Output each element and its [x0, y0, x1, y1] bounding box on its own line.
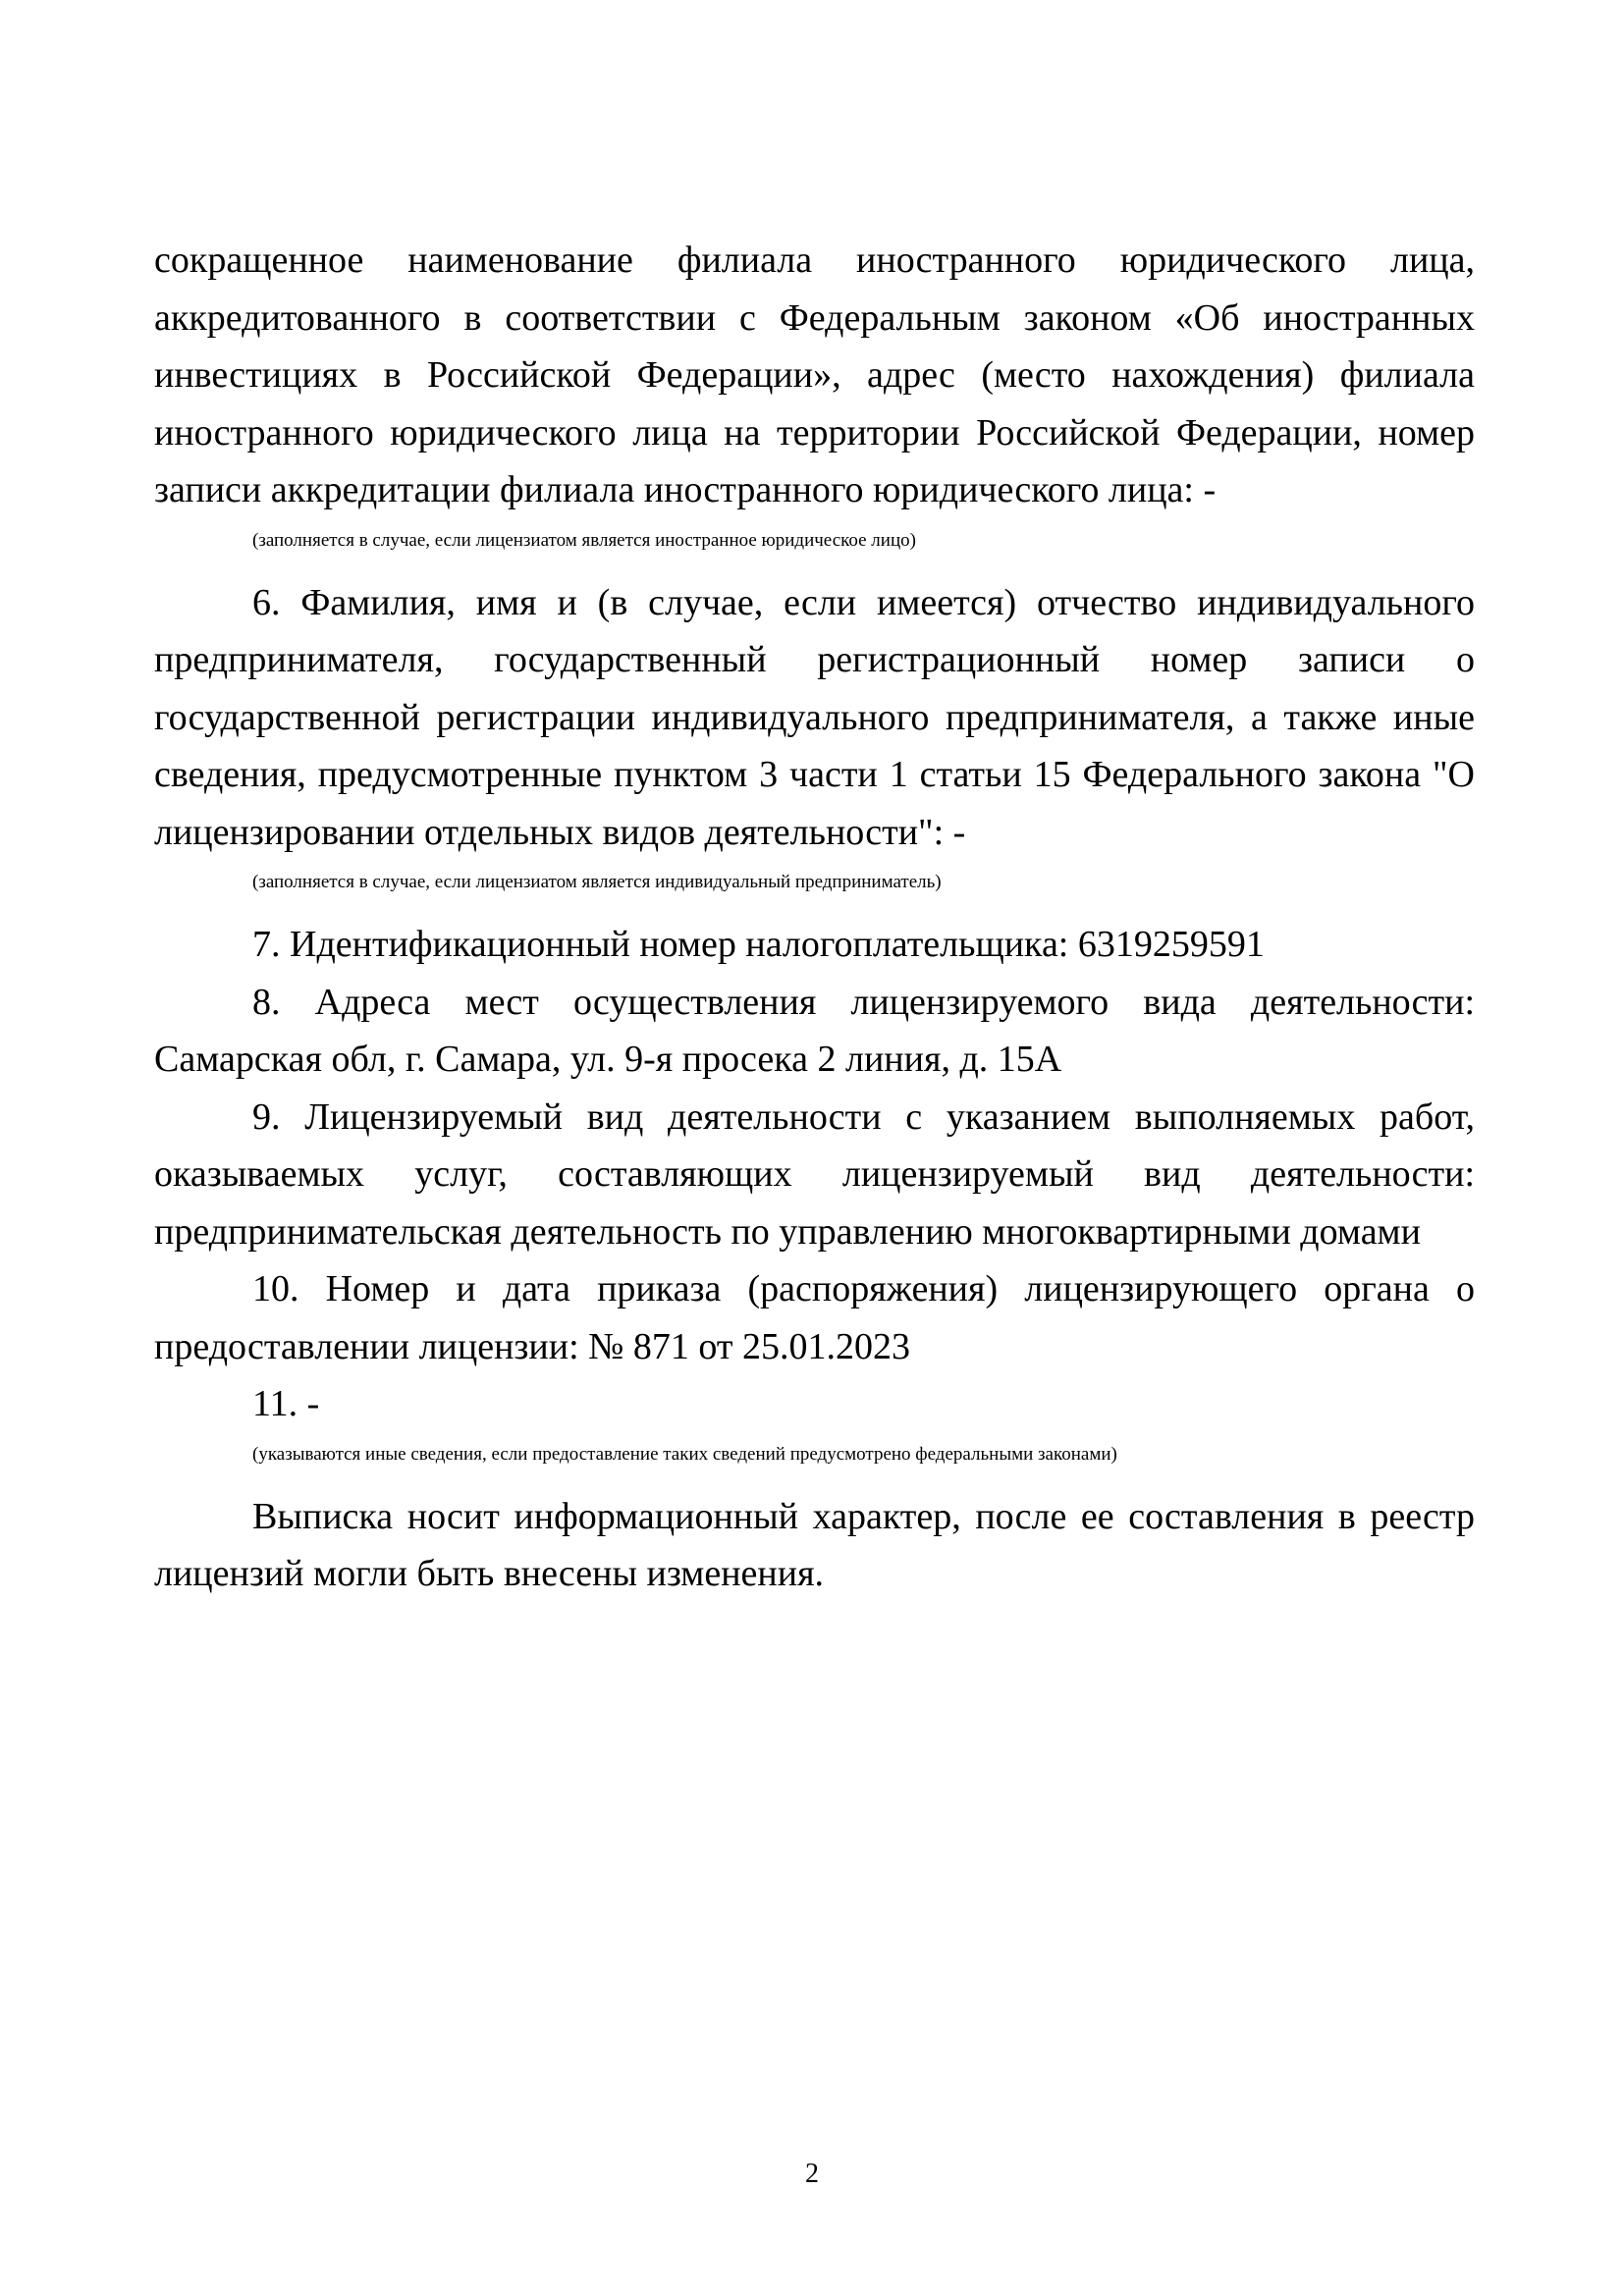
paragraph-6-individual-entrepreneur: 6. Фамилия, имя и (в случае, если имеется) отчество индивидуального предпринимателя, государственный регистрационный номер записи о государственной регистрации индивидуального предпринимателя, а также иные сведения, предусмотренные пунктом 3 части 1 статьи 15 Федерального закона "О лицензировании отдельных видов деятельности": - [154, 581, 1475, 853]
closing-statement: Выписка носит информационный характер, после ее составления в реестр лицензий могли быть внесены изменения. [154, 1495, 1475, 1594]
paragraph-7-inn: 7. Идентификационный номер налогоплательщика: 6319259591 [252, 924, 1265, 965]
note-foreign-legal-entity: (заполняется в случае, если лицензиатом является иностранное юридическое лицо) [252, 529, 916, 551]
page-number: 2 [805, 2159, 819, 2189]
paragraph-8-addresses: 8. Адреса мест осуществления лицензируемого вида деятельности: Самарская обл, г. Самара, ул. 9-я просека 2 линия, д. 15А [154, 981, 1475, 1080]
paragraph-5-continuation: сокращенное наименование филиала иностранного юридического лица, аккредитованного в соответствии с Федеральным законом «Об иностранных инвестициях в Российской Федерации», адрес (место нахождения) филиала иностранного юридического лица на территории Российской Федерации, номер записи аккредитации филиала иностранного юридического лица: - [154, 240, 1475, 510]
paragraph-9-activity-type: 9. Лицензируемый вид деятельности с указанием выполняемых работ, оказываемых услуг, составляющих лицензируемый вид деятельности: предпринимательская деятельность по управлению многоквартирными домами [154, 1095, 1475, 1253]
paragraph-10-order: 10. Номер и дата приказа (распоряжения) лицензирующего органа о предоставлении лицензии: № 871 от 25.01.2023 [154, 1268, 1475, 1367]
note-individual-entrepreneur: (заполняется в случае, если лицензиатом является индивидуальный предприниматель) [252, 872, 942, 892]
note-other-information: (указываются иные сведения, если предоставление таких сведений предусмотрено федеральными законами) [252, 1443, 1117, 1465]
paragraph-11-other: 11. - [252, 1383, 320, 1424]
document-body [154, 232, 1475, 1603]
